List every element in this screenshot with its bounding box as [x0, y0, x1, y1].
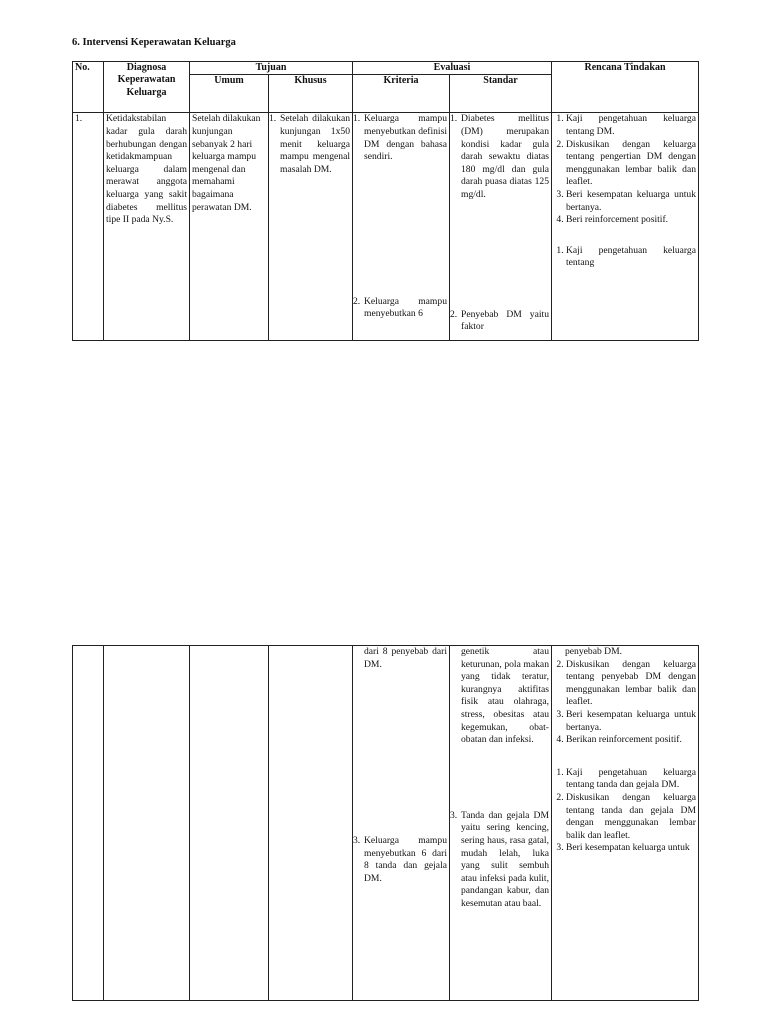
cell-umum: Setelah dilakukan kunjungan sebanyak 2 hari keluarga mampu mengenal dan memahami bagaimana perawatan DM.	[190, 113, 269, 341]
cell-rencana	[552, 113, 699, 341]
cell-no-cont	[73, 646, 104, 1001]
rencana-item: 1. Kaji pengetahuan keluarga tentang tanda dan gejala DM.	[566, 767, 696, 792]
rencana-list-2-start	[554, 245, 696, 270]
khusus-number: 1.	[269, 113, 277, 125]
header-umum: Umum	[190, 75, 269, 113]
cell-diagnosa: Ketidakstabilan kadar gula darah berhubungan dengan ketidakmampuan keluarga dalam merawat anggota keluarga yang sakit diabetes mellitus tipe II pada Ny.S.	[104, 113, 190, 341]
header-standar: Standar	[450, 75, 552, 113]
rencana-item: 4. Berikan reinforcement positif.	[566, 734, 696, 747]
cell-khusus	[269, 113, 353, 341]
header-kriteria: Kriteria	[353, 75, 450, 113]
standar-item-2: 2. Penyebab DM yaitu faktor	[450, 308, 549, 333]
rencana-item: 4. Beri reinforcement positif.	[566, 214, 696, 227]
cell-rencana-cont	[552, 646, 699, 1001]
header-rencana: Rencana Tindakan	[552, 62, 699, 113]
rencana-item: 1. Kaji pengetahuan keluarga tentang DM.	[566, 113, 696, 138]
standar-item-2-cont: genetik atau keturunan, pola makan yang tidak teratur, kurangnya aktifitas fisik atau olahraga, stress, obesitas atau kegemukan, obat-obatan dan infeksi.	[461, 646, 549, 746]
header-diagnosa: Diagnosa Keperawatan Keluarga	[104, 62, 190, 113]
cell-kriteria-cont	[353, 646, 450, 1001]
rencana-list-1	[554, 113, 696, 226]
khusus-text: Setelah dilakukan kunjungan 1x50 menit keluarga mampu mengenal masalah DM.	[280, 113, 350, 175]
standar-item-3: 3. Tanda dan gejala DM yaitu sering kencing, sering haus, rasa gatal, mudah lelah, luka yang sulit sembuh atau infeksi pada kulit, pandangan kabur, dan kesemutan atau baal.	[450, 809, 549, 909]
rencana-list-2	[554, 659, 696, 747]
standar-item-1: 1. Diabetes mellitus (DM) merupakan kondisi kadar gula darah sewaktu diatas 180 mg/dl dan gula darah puasa diatas 125 mg/dl.	[450, 113, 549, 200]
header-tujuan: Tujuan	[190, 62, 353, 75]
rencana-list-3	[554, 767, 696, 855]
header-evaluasi: Evaluasi	[353, 62, 552, 75]
kriteria-item-1: 1. Keluarga mampu menyebutkan definisi DM dengan bahasa sendiri.	[353, 113, 447, 163]
cell-umum-cont	[190, 646, 269, 1001]
rencana-item: 2. Diskusikan dengan keluarga tentang penyebab DM dengan menggunakan lembar balik dan leaflet.	[566, 659, 696, 709]
cell-standar	[450, 113, 552, 341]
rencana-item: 3. Beri kesempatan keluarga untuk	[566, 842, 696, 855]
kriteria-item-3: 3. Keluarga mampu menyebutkan 6 dari 8 tanda dan gejala DM.	[353, 835, 447, 884]
rencana-item: 2. Diskusikan dengan keluarga tentang tanda dan gejala DM dengan menggunakan lembar balik dan leaflet.	[566, 792, 696, 842]
cell-diagnosa-cont	[104, 646, 190, 1001]
rencana-item: 3. Beri kesempatan keluarga untuk bertanya.	[566, 189, 696, 214]
cell-khusus-cont	[269, 646, 353, 1001]
header-khusus: Khusus	[269, 75, 353, 113]
intervention-table-part-1	[72, 61, 699, 341]
section-heading: 6. Intervensi Keperawatan Keluarga	[72, 37, 236, 48]
kriteria-item-2-cont: dari 8 penyebab dari DM.	[364, 646, 447, 670]
rencana-item: 3. Beri kesempatan keluarga untuk bertanya.	[566, 709, 696, 734]
cell-no: 1.	[73, 113, 104, 341]
rencana-item-1-cont: penyebab DM.	[565, 646, 623, 657]
cell-kriteria	[353, 113, 450, 341]
rencana-item: 1. Kaji pengetahuan keluarga tentang	[566, 245, 696, 270]
rencana-item: 2. Diskusikan dengan keluarga tentang pengertian DM dengan menggunakan lembar balik dan leaflet.	[566, 139, 696, 189]
cell-standar-cont	[450, 646, 552, 1001]
intervention-table-part-2	[72, 645, 699, 1001]
kriteria-item-2: 2. Keluarga mampu menyebutkan 6	[353, 295, 447, 320]
header-no: No.	[73, 62, 104, 113]
